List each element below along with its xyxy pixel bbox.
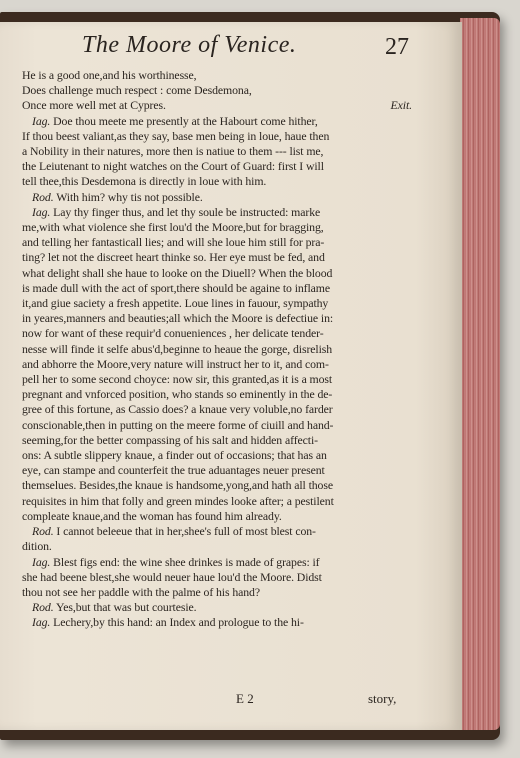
line-text: conscionable,then in putting on the meere forme of ciuill and hand- <box>22 417 334 432</box>
text-line <box>22 266 412 281</box>
text-line <box>22 615 412 630</box>
line-text: pell her to some second choyce: now sir, this granted,as it is a most <box>22 372 333 387</box>
line-text: me,with what violence she first lou'd the Moore,but for bragging, <box>22 220 324 235</box>
speaker-name: Rod. <box>32 189 54 204</box>
text-line <box>22 190 412 205</box>
text-line <box>22 281 412 296</box>
text-line <box>22 539 412 554</box>
text-line <box>22 114 412 129</box>
stage-direction: Exit. <box>390 98 412 113</box>
running-title: The Moore of Venice. <box>82 32 297 58</box>
running-header <box>0 30 462 66</box>
line-text: He is a good one,and his worthinesse, <box>22 68 197 82</box>
text-line <box>22 555 412 570</box>
line-text: themselues. Besides,the knaue is handsome,yong,and hath all those <box>22 478 333 493</box>
line-text: gree of this fortune, as Cassio does? a knaue very voluble,no farder <box>22 402 333 417</box>
line-text: Does challenge much respect : come Desdemona, <box>22 83 252 98</box>
line-text: With him? why tis not possible. <box>56 189 203 204</box>
line-text: ons: A subtle slippery knaue, a finder out of occasions; that has an <box>22 448 327 463</box>
text-line <box>22 250 412 265</box>
book <box>0 12 500 740</box>
page-edges <box>460 18 500 730</box>
line-text: and telling her fantasticall lies; and will she loue him still for pra- <box>22 235 325 250</box>
text-line <box>22 205 412 220</box>
text-line <box>22 326 412 341</box>
signature-mark: E 2 <box>236 691 254 706</box>
page-footer <box>0 691 462 711</box>
line-text: what delight shall she haue to looke on the Diuell? When the blood <box>22 265 333 280</box>
speaker-name: Iag. <box>32 615 51 630</box>
line-text: in yeares,manners and beauties;all which the Moore is defectiue in: <box>22 311 334 326</box>
text-line <box>22 418 412 433</box>
text-line <box>22 433 412 448</box>
text-line <box>22 174 412 189</box>
line-text: seeming,for the better compassing of his salt and hidden affecti- <box>22 432 318 447</box>
line-text: Once more well met at Cypres. <box>22 98 166 113</box>
text-line <box>22 402 412 417</box>
line-text: tell thee,this Desdemona is directly in loue with him. <box>22 174 267 189</box>
line-text: nesse will finde it selfe abus'd,beginne to heaue the gorge, disrelish <box>22 341 333 356</box>
line-text: and abhorre the Moore,very nature will instruct her to it, and com- <box>22 356 329 371</box>
line-text: it,and giue saciety a fresh appetite. Loue lines in fauour, sympathy <box>22 296 329 311</box>
line-text: Lechery,by this hand: an Index and prologue to the hi- <box>53 615 304 630</box>
line-text: the Leiutenant to night watches on the Court of Guard: first I will <box>22 159 324 174</box>
catchword: story, <box>368 691 397 706</box>
text-line <box>22 478 412 493</box>
line-text: ting? let not the discreet heart thinke so. Her eye must be fed, and <box>22 250 325 265</box>
text-line <box>22 357 412 372</box>
text-line <box>22 159 412 174</box>
line-text: Blest figs end: the wine shee drinkes is made of grapes: if <box>53 554 320 569</box>
speaker-name: Rod. <box>32 600 54 615</box>
line-text: she had beene blest,she would neuer haue lou'd the Moore. Didst <box>22 569 322 584</box>
text-line <box>22 98 412 113</box>
line-text: is made dull with the act of sport,there should be againe to inflame <box>22 280 331 295</box>
text-line <box>22 600 412 615</box>
speaker-name: Iag. <box>32 554 51 569</box>
text-line <box>22 387 412 402</box>
text-line <box>22 448 412 463</box>
text-line <box>22 524 412 539</box>
speaker-name: Rod. <box>32 524 54 539</box>
text-line <box>22 342 412 357</box>
line-text: pregnant and vnforced position, who stands so eminently in the de- <box>22 387 333 402</box>
text-line <box>22 83 412 98</box>
book-page <box>0 22 462 730</box>
line-text: Doe thou meete me presently at the Habourt come hither, <box>53 113 318 128</box>
line-text: eye, can stampe and counterfeit the true aduantages neuer present <box>22 463 325 478</box>
text-line <box>22 220 412 235</box>
text-line <box>22 311 412 326</box>
speaker-name: Iag. <box>32 113 51 128</box>
text-line <box>22 494 412 509</box>
speaker-name: Iag. <box>32 204 51 219</box>
line-text: Yes,but that was but courtesie. <box>55 600 197 615</box>
text-line <box>22 296 412 311</box>
text-line <box>22 372 412 387</box>
text-line <box>22 144 412 159</box>
line-text: Lay thy finger thus, and let thy soule be instructed: marke <box>53 204 321 219</box>
text-line <box>22 585 412 600</box>
line-text: compleate knaue,and the woman has found him already. <box>22 508 282 523</box>
line-text: dition. <box>22 539 52 554</box>
line-text: requisites in him that folly and green mindes looke after; a pestilent <box>22 493 334 508</box>
line-text: I cannot beleeue that in her,shee's full of most blest con- <box>56 524 316 539</box>
text-line <box>22 463 412 478</box>
page-number: 27 <box>385 34 409 60</box>
text-line <box>22 509 412 524</box>
line-text: now for want of these requir'd conueniences , her delicate tender- <box>22 326 324 341</box>
text-line <box>22 570 412 585</box>
text-line <box>22 129 412 144</box>
page-body-text <box>22 68 412 708</box>
line-text: thou not see her paddle with the palme of his hand? <box>22 584 260 599</box>
text-line <box>22 68 412 83</box>
text-line <box>22 235 412 250</box>
line-text: If thou beest valiant,as they say, base men being in loue, haue then <box>22 128 330 143</box>
line-text: a Nobility in their natures, more then is natiue to them --- list me, <box>22 144 324 159</box>
